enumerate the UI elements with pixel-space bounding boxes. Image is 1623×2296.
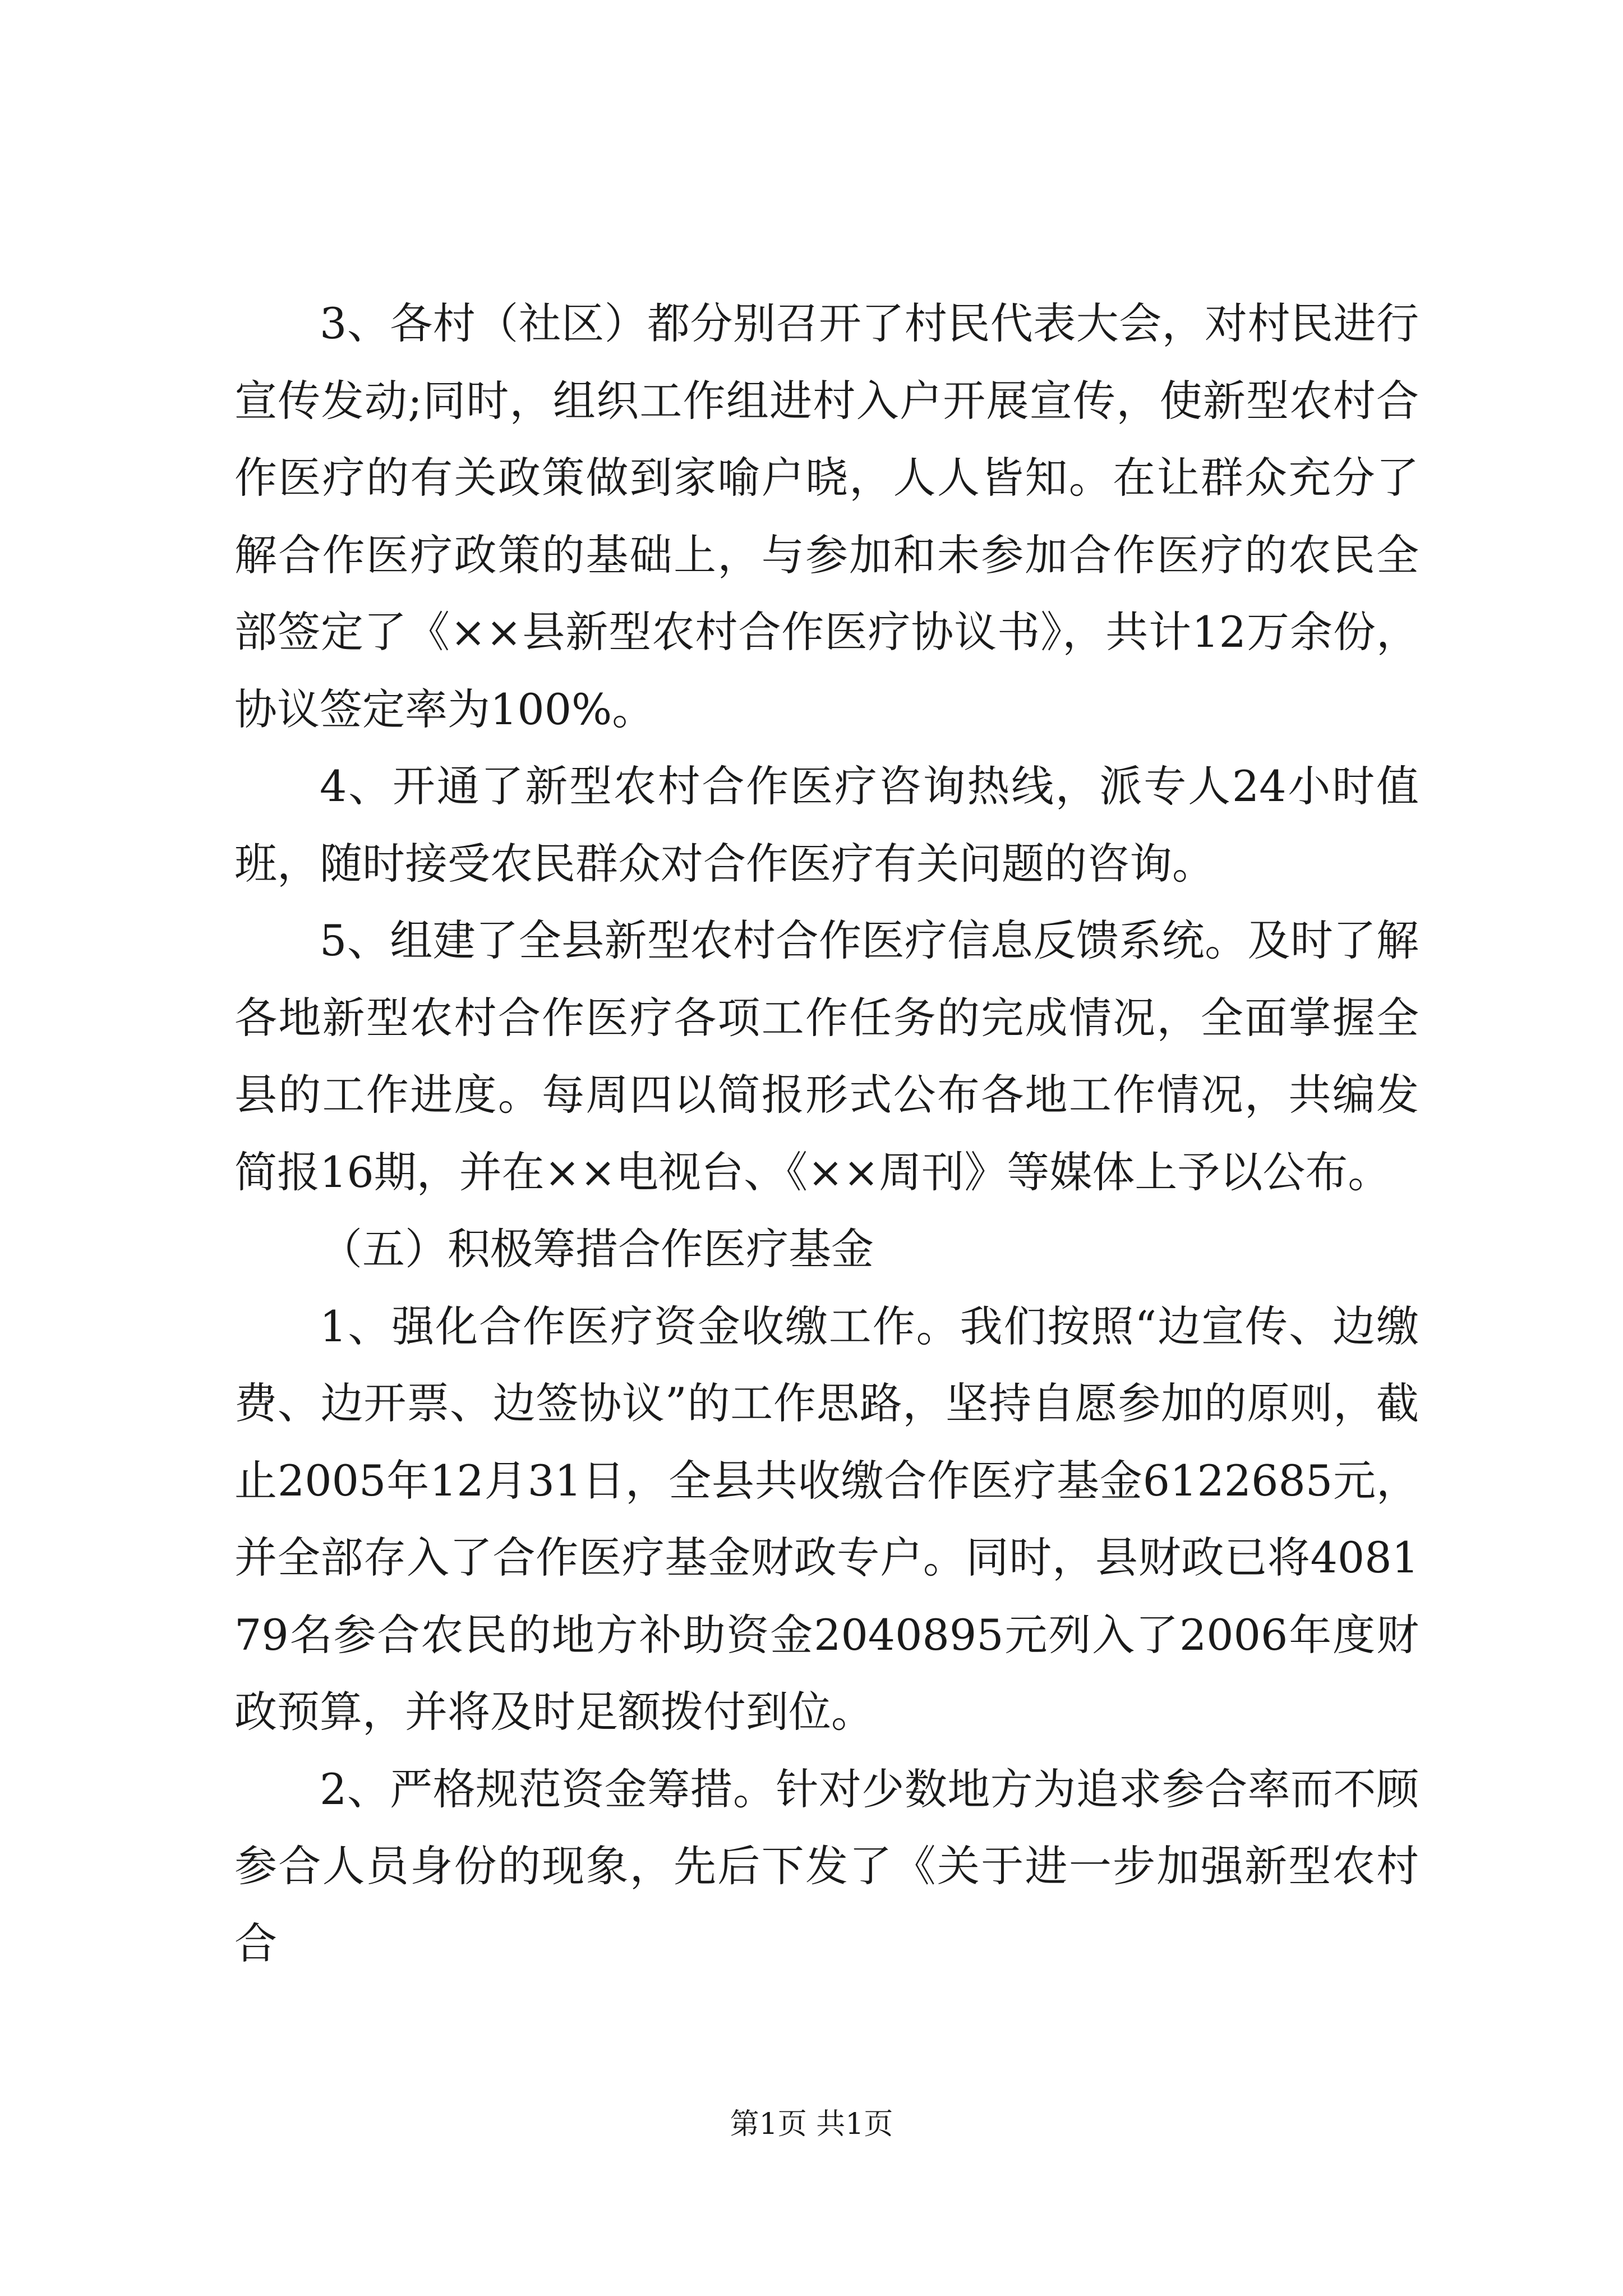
paragraph-fund-collection: 1、强化合作医疗资金收缴工作。我们按照“边宣传、边缴费、边开票、边签协议”的工作思路，坚持自愿参加的原则，截止2005年12月31日，全县共收缴合作医疗基金6122685元，并全部存入了合作医疗基金财政专户。同时，县财政已将408179名参合农民的地方补助资金2040895元列入了2006年度财政预算，并将及时足额拨付到位。 — [234, 1301, 1419, 1737]
paragraph-fund-regulation: 2、严格规范资金筹措。针对少数地方为追求参合率而不顾参合人员身份的现象，先后下发了《关于进一步加强新型农村合 — [234, 1764, 1419, 1968]
section-heading-fund-raising: （五）积极筹措合作医疗基金 — [320, 1224, 874, 1274]
document-body — [234, 285, 1419, 1982]
paragraph-feedback-system: 5、组建了全县新型农村合作医疗信息反馈系统。及时了解各地新型农村合作医疗各项工作任务的完成情况，全面掌握全县的工作进度。每周四以简报形式公布各地工作情况，共编发简报16期，并在××电视台、《××周刊》等媒体上予以公布。 — [234, 915, 1419, 1197]
page-footer: 第1页 共1页 — [730, 2108, 893, 2141]
paragraph-hotline: 4、开通了新型农村合作医疗咨询热线，派专人24小时值班，随时接受农民群众对合作医疗有关问题的咨询。 — [234, 761, 1419, 889]
paragraph-village-publicity: 3、各村（社区）都分别召开了村民代表大会，对村民进行宣传发动;同时，组织工作组进村入户开展宣传，使新型农村合作医疗的有关政策做到家喻户晓，人人皆知。在让群众充分了解合作医疗政策的基础上，与参加和未参加合作医疗的农民全部签定了《××县新型农村合作医疗协议书》，共计12万余份，协议签定率为100%。 — [234, 298, 1419, 734]
